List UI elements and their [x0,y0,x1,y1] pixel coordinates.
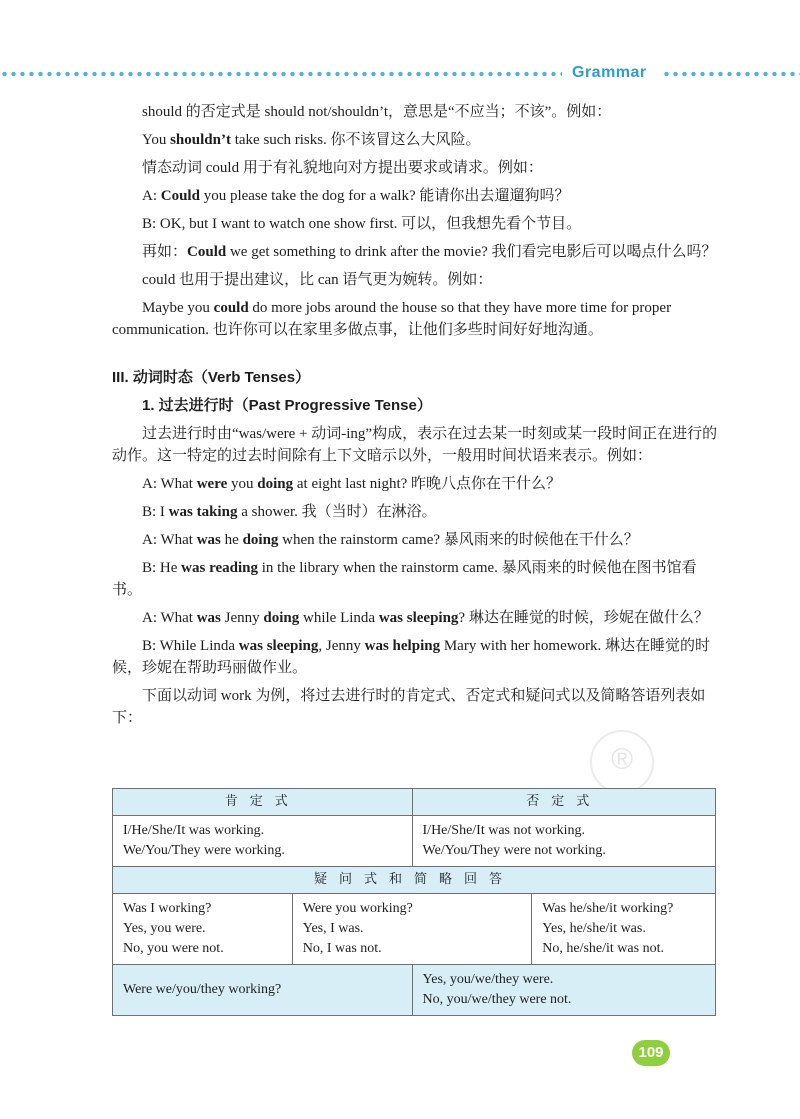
example-sentence: B: While Linda was sleeping, Jenny was helping Mary with her homework. 琳达在睡觉的时候，珍妮在帮助玛丽做作业。 [112,638,711,676]
affirmative-line: We/You/They were working. [123,843,285,858]
negative-line: We/You/They were not working. [422,843,606,858]
negative-line: I/He/She/It was not working. [422,823,586,838]
emphasis-text: was reading [181,560,258,576]
short-answer-yes: Yes, I was. [302,921,364,936]
example-sentence: A: What was Jenny doing while Linda was sleeping? 琳达在睡觉的时候，珍妮在做什么？ [142,610,709,626]
example-sentence: A: Could you please take the dog for a walk? 能请你出去遛遛狗吗？ [142,188,570,204]
emphasis-text: shouldn’t [170,132,231,148]
question-cell [292,894,532,965]
emphasis-text: doing [257,476,294,492]
question-text: Were we/you/they working? [123,982,282,997]
past-progressive-table [112,788,716,1016]
header-dotted-line [0,70,562,78]
paragraph: 过去进行时由“was/were + 动词-ing”构成，表示在过去某一时刻或某一段时间正在进行的动作。这一特定的过去时间除有上下文暗示以外，一般用时间状语来表示。例如： [112,426,718,464]
emphasis-text: was [196,532,221,548]
emphasis-text: was [196,610,221,626]
example-sentence: B: He was reading in the library when the rainstorm came. 暴风雨来的时候他在图书馆看书。 [112,560,697,598]
emphasis-text: were [196,476,228,492]
answer-cell [412,965,715,1016]
short-answer-no: No, you were not. [123,941,224,956]
header-section-label: Grammar [572,64,647,81]
emphasis-text: Could [187,244,227,260]
emphasis-text: could [213,300,249,316]
paragraph: 情态动词 could 用于有礼貌地向对方提出要求或请求。例如： [142,160,543,176]
section-heading: III. 动词时态（Verb Tenses） [112,369,311,386]
question-header: 疑问式和简略回答 [113,867,716,894]
short-answer-yes: Yes, he/she/it was. [542,921,646,936]
short-answer-no: No, he/she/it was not. [542,941,664,956]
question-cell [113,965,413,1016]
paragraph: should 的否定式是 should not/shouldn’t，意思是“不应当；不该”。例如： [142,104,612,120]
example-sentence: Maybe you could do more jobs around the house so that they have more time for proper communication. 也许你可以在家里多做点事，让他们多些时间好好地沟通。 [112,300,672,338]
page-content [112,101,718,735]
example-sentence: B: OK, but I want to watch one show first. 可以，但我想先看个节目。 [142,216,582,232]
question-cell [532,894,716,965]
affirmative-header: 肯定式 [113,789,413,816]
short-answer-no: No, you/we/they were not. [422,992,572,1007]
emphasis-text: was sleeping [238,638,319,654]
affirmative-line: I/He/She/It was working. [123,823,265,838]
negative-cell [412,816,715,867]
sub-heading: 1. 过去进行时（Past Progressive Tense） [142,397,432,414]
header-dotted-line-right [662,70,800,78]
short-answer-yes: Yes, you were. [123,921,206,936]
emphasis-text: doing [263,610,300,626]
question-text: Was I working? [123,901,212,916]
negative-header: 否定式 [412,789,715,816]
example-sentence: B: I was taking a shower. 我（当时）在淋浴。 [142,504,437,520]
emphasis-text: was helping [364,638,441,654]
example-sentence: You shouldn’t take such risks. 你不该冒这么大风险。 [142,132,481,148]
example-sentence: A: What was he doing when the rainstorm came? 暴风雨来的时候他在干什么？ [142,532,639,548]
short-answer-yes: Yes, you/we/they were. [422,972,554,987]
paragraph: could 也用于提出建议，比 can 语气更为婉转。例如： [142,272,493,288]
question-cell [113,894,293,965]
emphasis-text: was sleeping [378,610,459,626]
paragraph: 下面以动词 work 为例，将过去进行时的肯定式、否定式和疑问式以及简略答语列表如下： [112,688,706,726]
emphasis-text: doing [242,532,279,548]
question-text: Were you working? [302,901,413,916]
emphasis-text: was taking [168,504,238,520]
short-answer-no: No, I was not. [302,941,382,956]
emphasis-text: Could [160,188,200,204]
question-text: Was he/she/it working? [542,901,674,916]
page-number-badge: 109 [632,1040,670,1066]
example-sentence: 再如：Could we get something to drink after the movie? 我们看完电影后可以喝点什么吗？ [142,244,717,260]
watermark-registered-mark: ® [590,730,654,794]
affirmative-cell [113,816,413,867]
example-sentence: A: What were you doing at eight last night? 昨晚八点你在干什么？ [142,476,562,492]
